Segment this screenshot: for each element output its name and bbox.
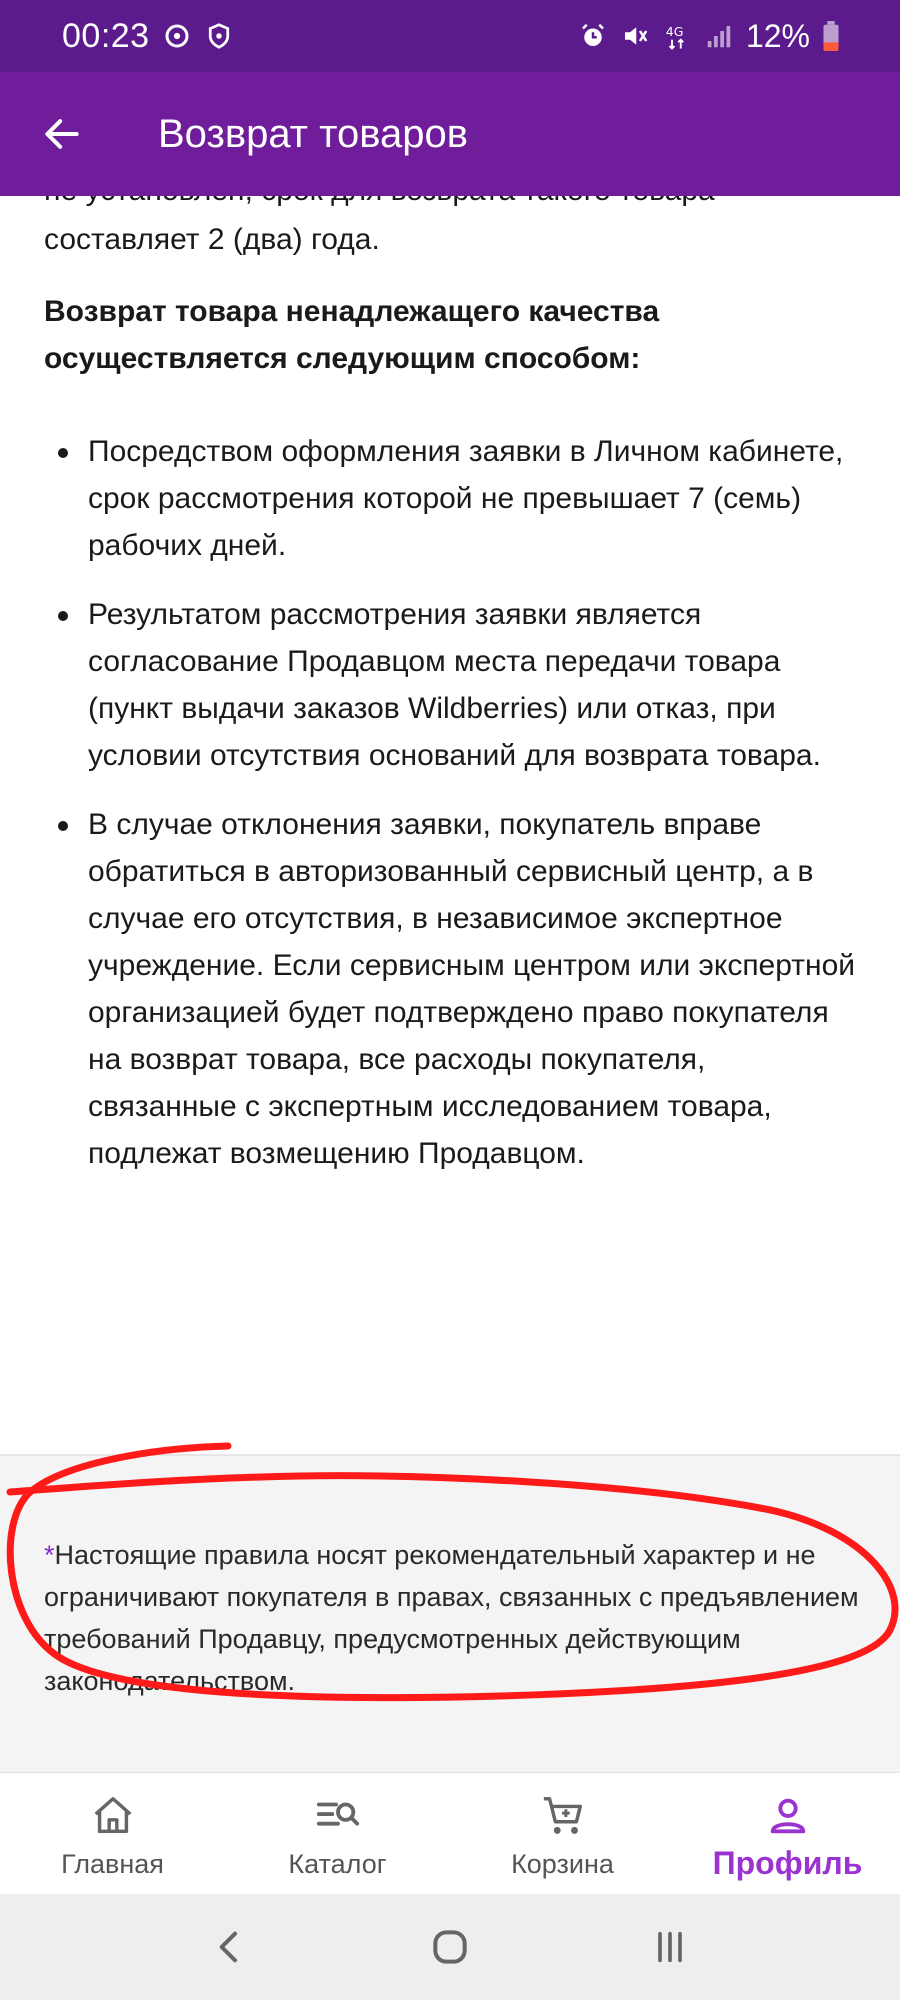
bottom-nav bbox=[0, 1772, 900, 1894]
disclaimer-body: Настоящие правила носят рекомендательный характер и не ограничивают покупателя в правах, связанных с предъявлением требований Продавцу, предусмотренных действующим законодательством. bbox=[44, 1540, 859, 1696]
catalog-search-icon bbox=[315, 1793, 361, 1839]
nav-home[interactable] bbox=[0, 1773, 225, 1894]
recents-icon bbox=[650, 1927, 690, 1967]
paragraph-end: составляет 2 (два) года. bbox=[44, 223, 380, 256]
system-recents-button[interactable] bbox=[640, 1917, 700, 1977]
content-scroll[interactable] bbox=[0, 196, 900, 1454]
home-circle-icon bbox=[428, 1925, 472, 1969]
cart-icon bbox=[540, 1793, 586, 1839]
mute-icon bbox=[620, 21, 650, 51]
profile-icon bbox=[765, 1793, 811, 1839]
nav-catalog-label: Каталог bbox=[288, 1849, 387, 1879]
section-heading: Возврат товара ненадлежащего качества осуществляется следующим способом: bbox=[44, 295, 660, 375]
signal-icon bbox=[704, 21, 734, 51]
app-bar bbox=[0, 72, 900, 196]
system-home-button[interactable] bbox=[420, 1917, 480, 1977]
bullet-list bbox=[0, 428, 900, 1199]
list-item-text: Результатом рассмотрения заявки является согласование Продавцом места передачи товара (пункт выдачи заказов Wildberries) или отказ, при условии отсутствия оснований для возврата товара. bbox=[88, 598, 821, 772]
system-back-button[interactable] bbox=[200, 1917, 260, 1977]
list-item-text: Посредством оформления заявки в Личном кабинете, срок рассмотрения которой не превышает 7 (семь) рабочих дней. bbox=[88, 435, 844, 562]
nav-profile[interactable] bbox=[675, 1773, 900, 1894]
alarm-icon bbox=[578, 21, 608, 51]
system-nav-bar bbox=[0, 1894, 900, 2000]
4g-icon bbox=[662, 21, 692, 51]
nav-cart[interactable] bbox=[450, 1773, 675, 1894]
arrow-left-icon[interactable] bbox=[40, 112, 84, 156]
bullet-icon bbox=[58, 448, 68, 458]
svg-text:4G: 4G bbox=[665, 24, 684, 39]
back-chevron-icon bbox=[210, 1927, 250, 1967]
disclaimer-note bbox=[0, 1454, 900, 1772]
nav-cart-label: Корзина bbox=[511, 1849, 614, 1879]
list-item bbox=[0, 591, 900, 779]
status-time: 00:23 bbox=[62, 16, 150, 55]
bullet-icon bbox=[58, 821, 68, 831]
nav-home-label: Главная bbox=[61, 1849, 164, 1879]
disclaimer-text bbox=[44, 1534, 864, 1702]
battery-percent: 12% bbox=[745, 17, 810, 54]
battery-low-icon bbox=[822, 21, 840, 51]
sync-icon bbox=[162, 21, 192, 51]
nav-catalog[interactable] bbox=[225, 1773, 450, 1894]
status-bar bbox=[0, 0, 900, 72]
bullet-icon bbox=[58, 611, 68, 621]
list-item bbox=[0, 428, 900, 569]
list-item bbox=[0, 801, 900, 1177]
shield-icon bbox=[204, 21, 234, 51]
page-title: Возврат товаров bbox=[158, 111, 469, 156]
nav-profile-label: Профиль bbox=[712, 1845, 863, 1881]
list-item-text: В случае отклонения заявки, покупатель вправе обратиться в авторизованный сервисный центр, а в случае его отсутствия, в независимое экспертное учреждение. Если сервисным центром или экспертной организацией будет подтверждено право покупателя на возврат товара, все расходы покупателя, связанные с экспертным исследованием товара, подлежат возмещению Продавцом. bbox=[88, 808, 856, 1170]
asterisk: * bbox=[44, 1540, 55, 1570]
home-icon bbox=[90, 1793, 136, 1839]
